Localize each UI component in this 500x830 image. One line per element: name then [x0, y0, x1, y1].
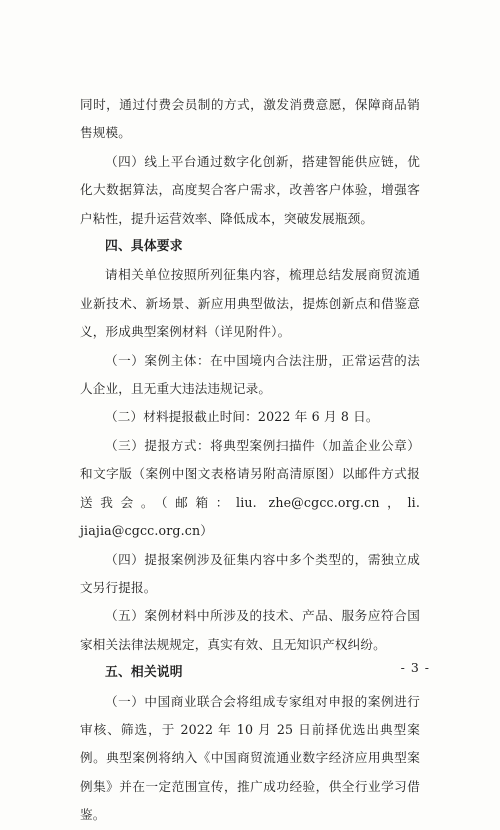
paragraph-submission-method: （三）提报方式：将典型案例扫描件（加盖企业公章）和文字版（案例中图文表格请另附高清原图）以邮件方式报送我会。（邮箱：liu. zhe@cgcc.org.cn，li. jiajia@cgcc.org.cn）	[80, 437, 420, 539]
paragraph-deadline: （二）材料提报截止时间：2022 年 6 月 8 日。	[105, 409, 379, 425]
section-heading-notes: 五、相关说明	[105, 665, 183, 681]
paragraph-requirements-intro: 请相关单位按照所列征集内容，梳理总结发展商贸流通业新技术、新场景、新应用典型做法，提炼创新点和借鉴意义，形成典型案例材料（详见附件）。	[80, 267, 420, 340]
paragraph-item-4-online-platform: （四）线上平台通过数字化创新，搭建智能供应链，优化大数据算法，高度契合客户需求，改善客户体验，增强客户粘性，提升运营效率、降低成本，突破发展瓶颈。	[80, 153, 420, 226]
paragraph-continuation: 同时，通过付费会员制的方式，激发消费意愿，保障商品销售规模。	[80, 97, 420, 141]
paragraph-compliance: （五）案例材料中所涉及的技术、产品、服务应符合国家相关法律法规规定，真实有效、且无知识产权纠纷。	[80, 608, 420, 652]
paragraph-multiple-types: （四）提报案例涉及征集内容中多个类型的，需独立成文另行提报。	[80, 551, 420, 595]
page-number: - 3 -	[400, 660, 430, 675]
document-body	[80, 91, 420, 830]
section-heading-requirements: 四、具体要求	[105, 239, 183, 255]
paragraph-review-process: （一）中国商业联合会将组成专家组对申报的案例进行审核、筛选，于 2022 年 10 月 25 日前择优选出典型案例。典型案例将纳入《中国商贸流通业数字经济应用典型案例集》并在一定范围宣传，推广成功经验，供全行业学习借鉴。	[80, 693, 420, 823]
paragraph-case-subject: （一）案例主体：在中国境内合法注册，正常运营的法人企业，且无重大违法违规记录。	[80, 352, 420, 397]
